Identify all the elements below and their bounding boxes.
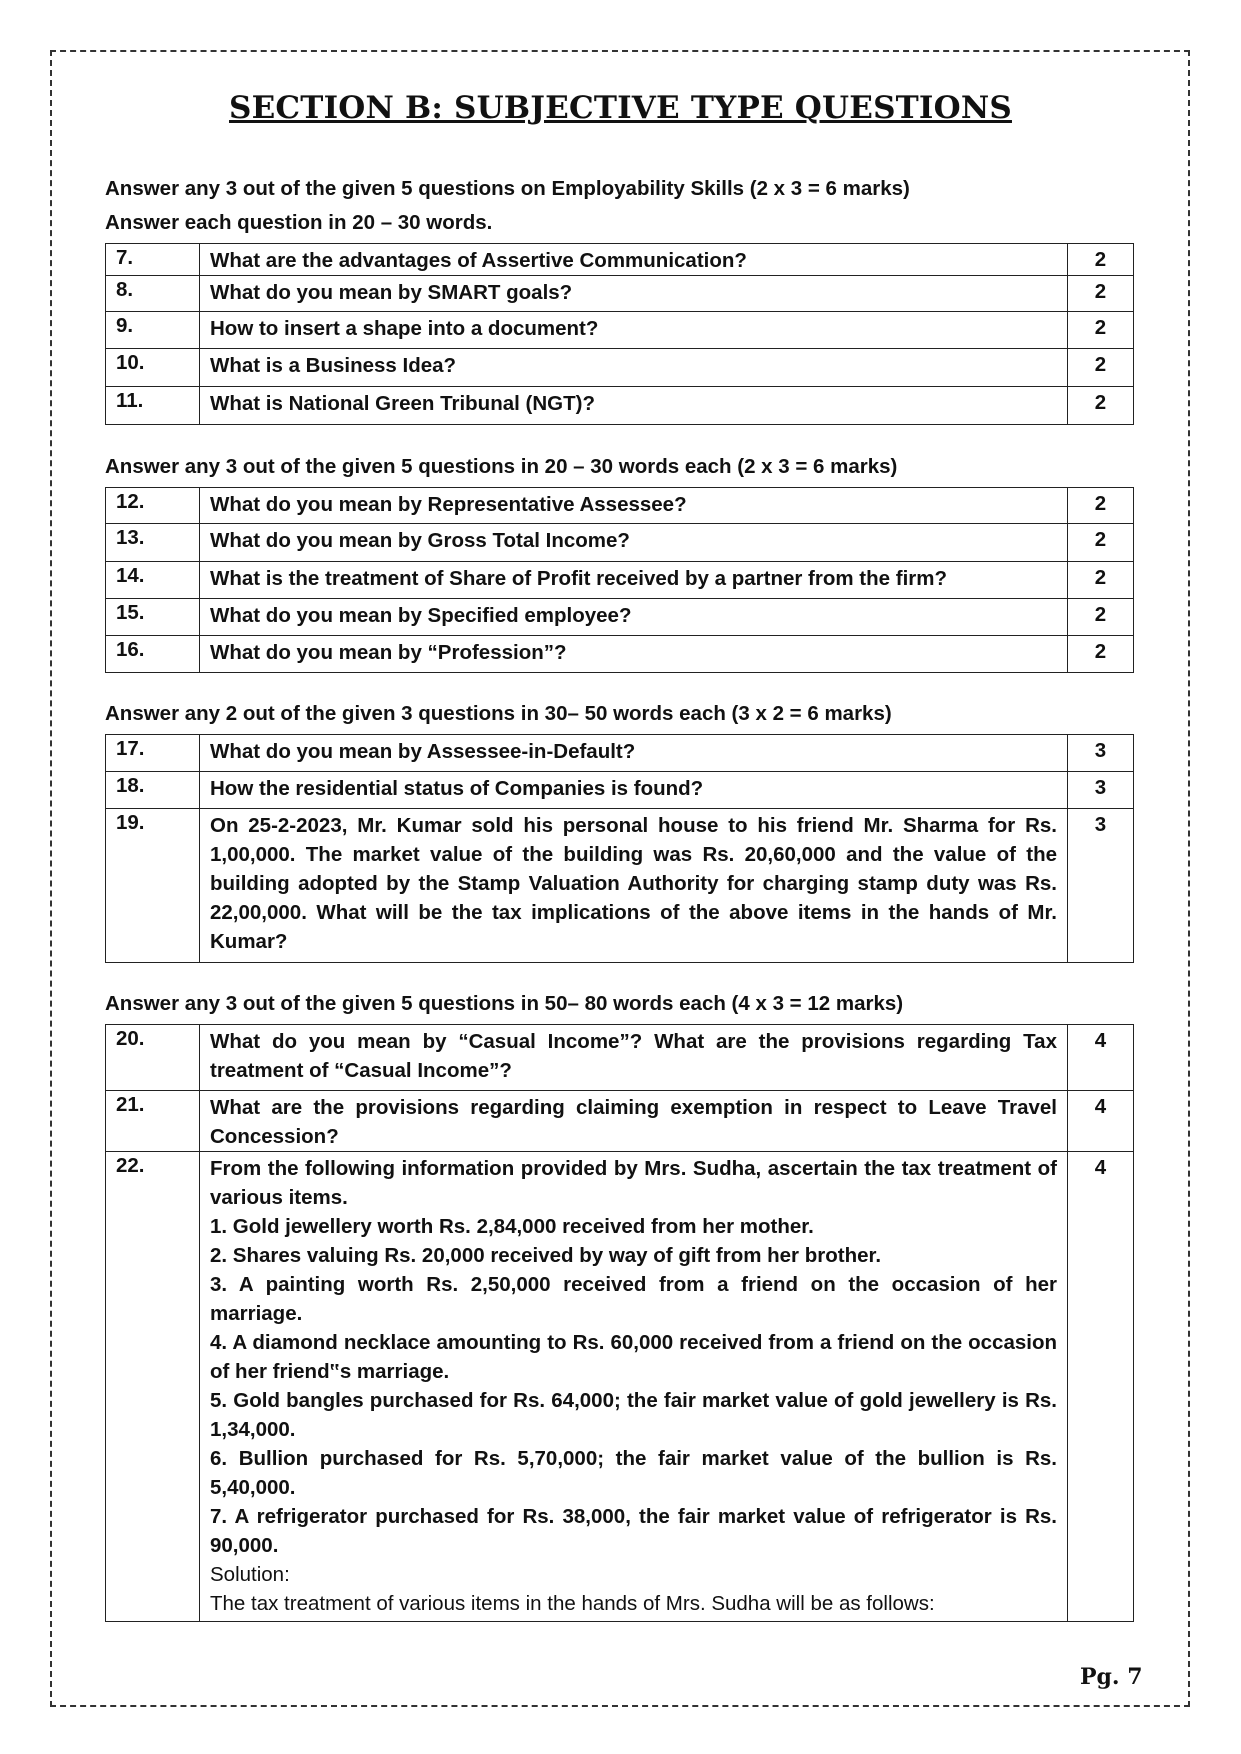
question-number: 15.	[106, 599, 200, 636]
section-3-heading: Answer any 2 out of the given 3 questions in 30– 50 words each (3 x 2 = 6 marks)	[105, 702, 892, 725]
question-marks: 2	[1068, 599, 1134, 636]
question-marks: 2	[1068, 244, 1134, 276]
question-text: What do you mean by Representative Assessee?	[200, 488, 1068, 524]
table-row	[106, 1091, 1134, 1152]
table-row	[106, 562, 1134, 599]
question-text: What is a Business Idea?	[200, 349, 1068, 387]
table-row	[106, 1152, 1134, 1622]
question-marks: 4	[1068, 1091, 1134, 1152]
question-text: What is National Green Tribunal (NGT)?	[200, 387, 1068, 425]
question-marks: 3	[1068, 772, 1134, 809]
question-intro: From the following information provided by Mrs. Sudha, ascertain the tax treatment of various items.	[210, 1157, 1057, 1209]
table-row	[106, 244, 1134, 276]
list-item: 6. Bullion purchased for Rs. 5,70,000; the fair market value of the bullion is Rs. 5,40,000.	[210, 1447, 1057, 1499]
question-marks: 2	[1068, 488, 1134, 524]
question-text: How the residential status of Companies is found?	[200, 772, 1068, 809]
question-marks: 2	[1068, 524, 1134, 562]
section-1-table	[105, 243, 1134, 425]
question-text	[200, 1152, 1068, 1622]
question-marks: 2	[1068, 636, 1134, 673]
question-text: What are the provisions regarding claiming exemption in respect to Leave Travel Concession?	[200, 1091, 1068, 1152]
question-number: 17.	[106, 735, 200, 772]
question-number: 12.	[106, 488, 200, 524]
list-item: 2. Shares valuing Rs. 20,000 received by way of gift from her brother.	[210, 1244, 882, 1267]
question-number: 18.	[106, 772, 200, 809]
question-number: 11.	[106, 387, 200, 425]
question-text: How to insert a shape into a document?	[200, 312, 1068, 349]
question-number: 7.	[106, 244, 200, 276]
section-2-heading: Answer any 3 out of the given 5 questions in 20 – 30 words each (2 x 3 = 6 marks)	[105, 455, 898, 478]
section-1-heading: Answer any 3 out of the given 5 questions on Employability Skills (2 x 3 = 6 marks)	[105, 177, 910, 200]
table-row	[106, 735, 1134, 772]
section-title: SECTION B: SUBJECTIVE TYPE QUESTIONS	[229, 90, 1012, 126]
question-text: What do you mean by “Casual Income”? What are the provisions regarding Tax treatment of “Casual Income”?	[200, 1025, 1068, 1091]
question-marks: 2	[1068, 312, 1134, 349]
question-text: What do you mean by Assessee-in-Default?	[200, 735, 1068, 772]
section-1-subheading: Answer each question in 20 – 30 words.	[105, 211, 493, 234]
question-text: What is the treatment of Share of Profit received by a partner from the firm?	[200, 562, 1068, 599]
section-2-table	[105, 487, 1134, 673]
question-number: 14.	[106, 562, 200, 599]
list-item: 4. A diamond necklace amounting to Rs. 60,000 received from a friend on the occasion of her friend‟s marriage.	[210, 1331, 1057, 1383]
question-number: 16.	[106, 636, 200, 673]
question-number: 22.	[106, 1152, 200, 1622]
table-row	[106, 636, 1134, 673]
section-4-heading: Answer any 3 out of the given 5 questions in 50– 80 words each (4 x 3 = 12 marks)	[105, 992, 904, 1015]
table-row	[106, 599, 1134, 636]
question-marks: 2	[1068, 387, 1134, 425]
table-row	[106, 809, 1134, 963]
question-text: What are the advantages of Assertive Communication?	[200, 244, 1068, 276]
question-text: What do you mean by SMART goals?	[200, 276, 1068, 312]
question-marks: 4	[1068, 1152, 1134, 1622]
table-row	[106, 276, 1134, 312]
question-text: What do you mean by “Profession”?	[200, 636, 1068, 673]
question-marks: 2	[1068, 562, 1134, 599]
question-number: 13.	[106, 524, 200, 562]
table-row	[106, 387, 1134, 425]
table-row	[106, 349, 1134, 387]
question-number: 21.	[106, 1091, 200, 1152]
list-item: 7. A refrigerator purchased for Rs. 38,000, the fair market value of refrigerator is Rs. 90,000.	[210, 1505, 1057, 1557]
list-item: 3. A painting worth Rs. 2,50,000 received from a friend on the occasion of her marriage.	[210, 1273, 1057, 1325]
question-number: 9.	[106, 312, 200, 349]
table-row	[106, 488, 1134, 524]
solution-text: The tax treatment of various items in the hands of Mrs. Sudha will be as follows:	[210, 1592, 935, 1615]
question-marks: 3	[1068, 809, 1134, 963]
question-number: 19.	[106, 809, 200, 963]
question-number: 8.	[106, 276, 200, 312]
table-row	[106, 524, 1134, 562]
question-marks: 4	[1068, 1025, 1134, 1091]
question-text: What do you mean by Gross Total Income?	[200, 524, 1068, 562]
question-number: 20.	[106, 1025, 200, 1091]
question-text: What do you mean by Specified employee?	[200, 599, 1068, 636]
question-marks: 3	[1068, 735, 1134, 772]
page-number: Pg. 7	[1080, 1664, 1143, 1690]
section-4-table	[105, 1024, 1134, 1622]
question-text: On 25-2-2023, Mr. Kumar sold his personal house to his friend Mr. Sharma for Rs. 1,00,000. The market value of the building was Rs. 20,60,000 and the value of the building adopted by the Stamp Valuation Authority for charging stamp duty was Rs. 22,00,000. What will be the tax implications of the above items in the hands of Mr. Kumar?	[200, 809, 1068, 963]
question-number: 10.	[106, 349, 200, 387]
solution-label: Solution:	[210, 1563, 290, 1586]
section-3-table	[105, 734, 1134, 963]
table-row	[106, 772, 1134, 809]
list-item: 1. Gold jewellery worth Rs. 2,84,000 received from her mother.	[210, 1215, 814, 1238]
table-row	[106, 1025, 1134, 1091]
question-marks: 2	[1068, 349, 1134, 387]
list-item: 5. Gold bangles purchased for Rs. 64,000; the fair market value of gold jewellery is Rs. 1,34,000.	[210, 1389, 1057, 1441]
question-marks: 2	[1068, 276, 1134, 312]
table-row	[106, 312, 1134, 349]
